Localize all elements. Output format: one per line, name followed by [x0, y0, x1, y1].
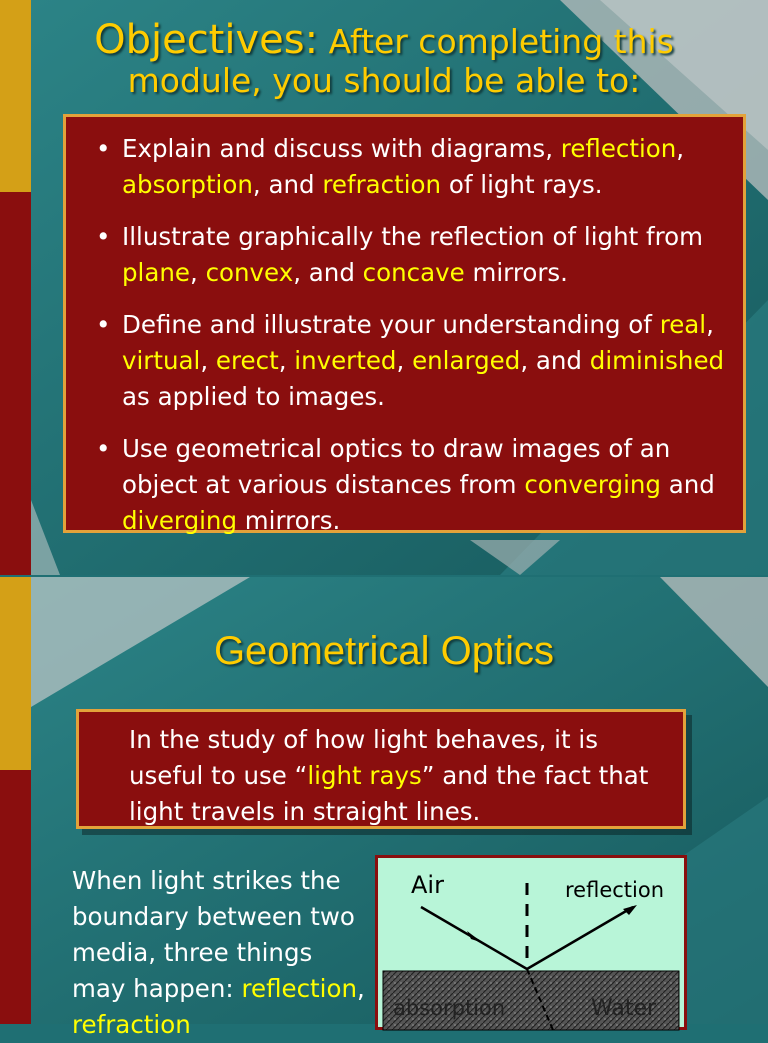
light-rays-box	[76, 709, 686, 829]
highlight-term: enlarged	[412, 346, 521, 375]
reflection-diagram	[375, 855, 687, 1030]
objective-item-4	[92, 431, 725, 539]
objective-text: ,	[676, 134, 685, 163]
box-text: ” and the fact that light travels in straight lines.	[129, 761, 649, 826]
geometrical-optics-slide	[0, 577, 768, 1039]
objective-text: as applied to images.	[122, 382, 385, 411]
highlight-term: light rays	[307, 761, 422, 790]
title-line2: module, you should be able to:	[127, 60, 641, 100]
title-rest: After completing this	[318, 22, 674, 61]
red-side-strip	[0, 192, 31, 575]
label-absorption: absorption	[393, 996, 506, 1020]
boundary-paragraph: ,	[356, 974, 365, 1003]
objective-text: , and	[520, 346, 590, 375]
objective-item-1	[92, 131, 725, 203]
objective-text: ,	[396, 346, 413, 375]
objective-text: ,	[200, 346, 216, 375]
boundary-paragraph: When light strikes the boundary between two media, three things may happen:	[72, 866, 355, 1003]
objective-text: Illustrate graphically the reflection of light from	[122, 222, 704, 251]
objectives-title	[0, 18, 768, 100]
label-water: Water	[591, 996, 657, 1021]
highlight-term: plane	[122, 258, 190, 287]
objectives-box	[63, 114, 746, 533]
label-reflection: reflection	[565, 878, 665, 902]
highlight-term: reflection	[560, 134, 677, 163]
box-text: In the study of how light behaves, it is useful to use “	[129, 725, 598, 790]
objective-item-3	[92, 307, 725, 415]
objective-text: Use geometrical optics to draw images of an object at various distances from	[122, 434, 671, 499]
objective-item-2	[92, 219, 725, 291]
objectives-list	[92, 131, 725, 539]
highlight-term: inverted	[294, 346, 397, 375]
highlight-term: erect	[215, 346, 279, 375]
highlight-term: refraction	[322, 170, 442, 199]
highlight-term: refraction	[72, 1010, 191, 1039]
objective-text: , and	[293, 258, 363, 287]
highlight-term: diverging	[122, 506, 238, 535]
highlight-term: concave	[362, 258, 465, 287]
highlight-term: convex	[205, 258, 294, 287]
highlight-term: reflection	[241, 974, 357, 1003]
label-air: Air	[411, 871, 444, 899]
boundary-text	[72, 863, 372, 1043]
red-side-strip	[0, 770, 31, 1024]
highlight-term: real	[659, 310, 707, 339]
highlight-term: diminished	[589, 346, 725, 375]
objective-text: , and	[252, 170, 323, 199]
title-main: Objectives:	[94, 17, 319, 63]
highlight-term: absorption	[122, 170, 253, 199]
objective-text: Define and illustrate your understanding of	[122, 310, 660, 339]
objective-text: of light rays.	[441, 170, 603, 199]
objective-text: mirrors.	[237, 506, 341, 535]
objective-text: and	[660, 470, 715, 499]
highlight-term: virtual	[122, 346, 201, 375]
objective-text: mirrors.	[464, 258, 568, 287]
highlight-term: converging	[524, 470, 661, 499]
objective-text: ,	[706, 310, 714, 339]
objective-text: Explain and discuss with diagrams,	[122, 134, 561, 163]
objective-text: ,	[278, 346, 295, 375]
geometrical-optics-title: Geometrical Optics	[213, 629, 555, 673]
objective-text: ,	[189, 258, 206, 287]
